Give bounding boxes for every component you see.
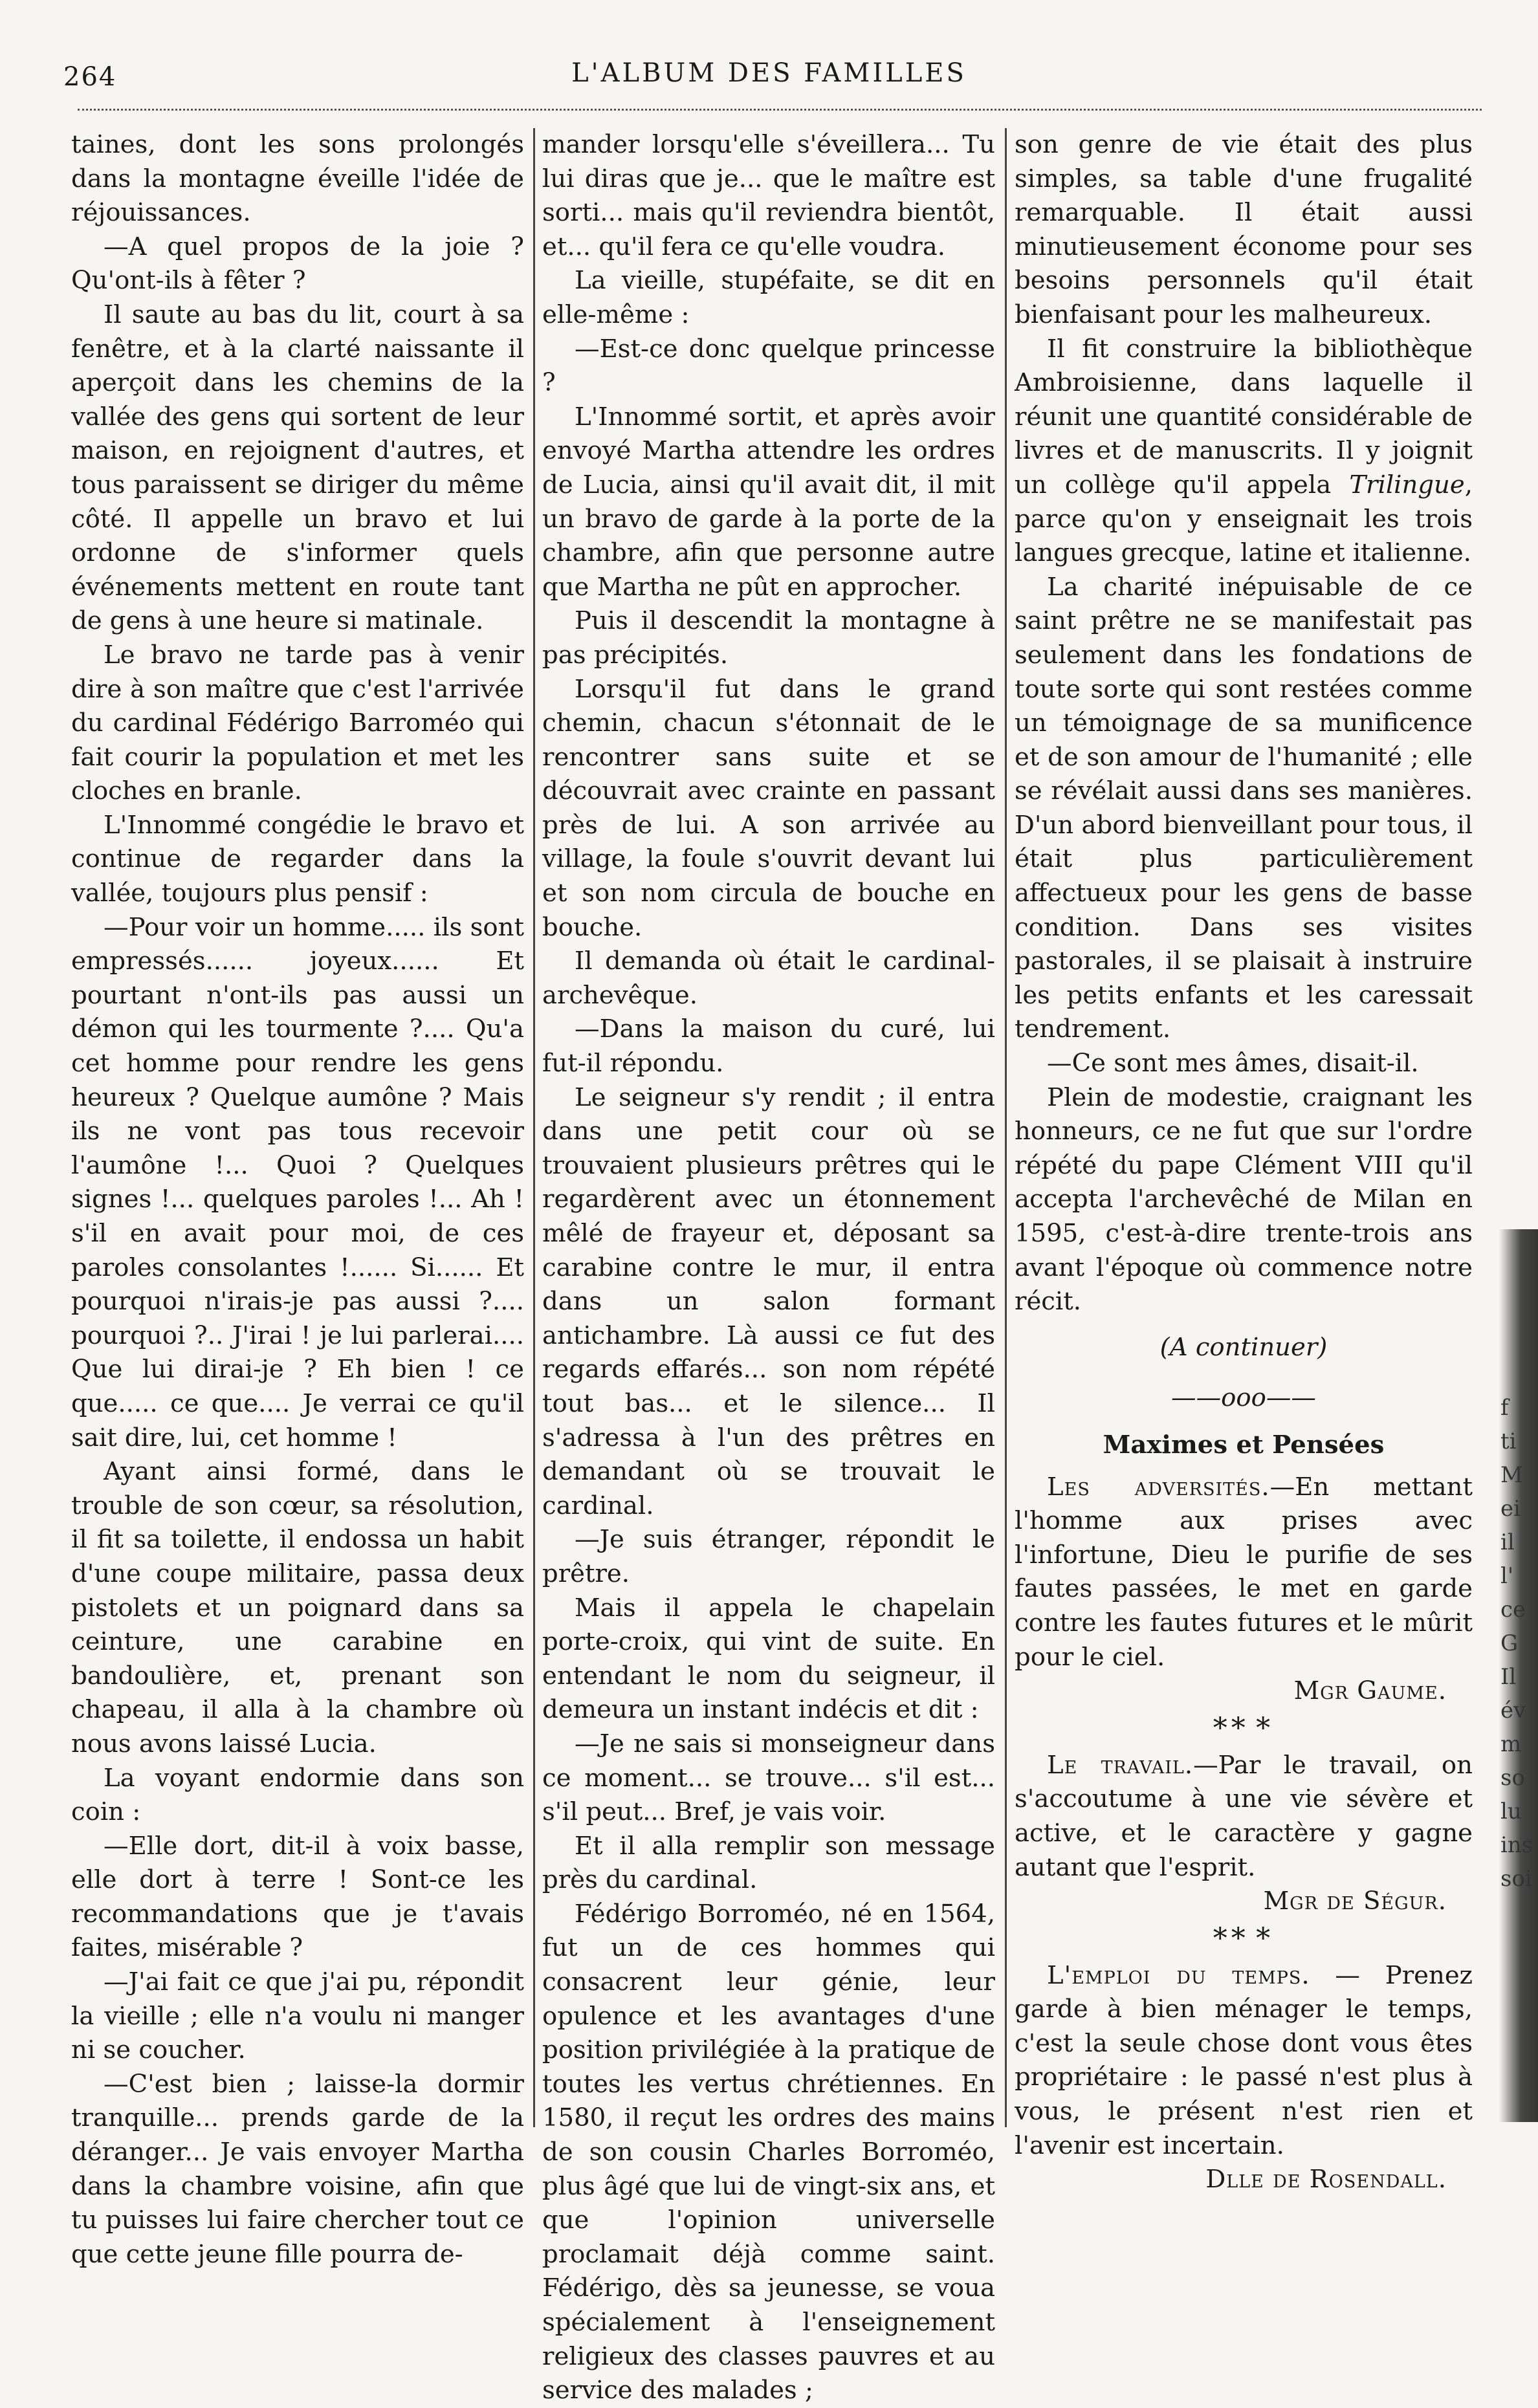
text-run: Il fit construire la bibliothèque Ambroisienne, dans laquelle il réunit une quantité considérable de livres et de manuscrits. Il y joignit un collège qu'il appela xyxy=(1015,334,1473,499)
paragraph: Mais il appela le chapelain porte-croix, qui vint de suite. En entendant le nom du seigneur, il demeura un instant indécis et dit : xyxy=(542,1593,995,1725)
paragraph: —A quel propos de la joie ? Qu'ont-ils à fêter ? xyxy=(71,232,524,296)
asterism: ** * xyxy=(1213,1711,1275,1745)
paragraph: —J'ai fait ce que j'ai pu, répondit la vieille ; elle n'a voulu ni manger ni se coucher. xyxy=(71,1967,524,2065)
asterism: ** * xyxy=(1213,1921,1275,1955)
paragraph: La vieille, stupéfaite, se dit en elle-même : xyxy=(542,266,995,329)
paragraph: La voyant endormie dans son coin : xyxy=(71,1763,524,1827)
paragraph: —Est-ce donc quelque princesse ? xyxy=(542,334,995,398)
text-column-1 xyxy=(71,128,524,2269)
paragraph: Ayant ainsi formé, dans le trouble de son cœur, sa résolution, il fit sa toilette, il endossa un habit d'une coupe militaire, passa deux pistolets et un poignard dans sa ceinture, une carabine en bandoulière, et, prenant son chapeau, il alla à la chambre où nous avons laissé Lucia. xyxy=(71,1457,524,1758)
paragraph xyxy=(1015,333,1473,571)
header-rule xyxy=(78,109,1482,111)
paragraph: Il demanda où était le cardinal-archevêque. xyxy=(542,947,995,1010)
text-column-3 xyxy=(1015,128,1473,2195)
page-title: L'ALBUM DES FAMILLES xyxy=(571,58,967,88)
paragraph: —Elle dort, dit-il à voix basse, elle dort à terre ! Sont-ce les recommandations que je t'avais faites, misérable ? xyxy=(71,1831,524,1963)
paragraph: Puis il descendit la montagne à pas précipités. xyxy=(542,606,995,670)
maxim-author: Mgr Gaume. xyxy=(1293,1676,1447,1706)
paragraph: L'Innommé sortit, et après avoir envoyé Martha attendre les ordres de Lucia, ainsi qu'il avait dit, il mit un bravo de garde à la porte de la chambre, afin que personne autre que Martha ne pût en approcher. xyxy=(542,402,995,602)
paragraph: son genre de vie était des plus simples, sa table d'une frugalité remarquable. Il était aussi minutieusement économe pour ses besoins personnels qu'il était bienfaisant pour les malheureux. xyxy=(1015,130,1473,329)
paragraph: —Je ne sais si monseigneur dans ce moment... se trouve... s'il est... s'il peut... Bref, je vais voir. xyxy=(542,1729,995,1827)
maxim-author: Mgr de Ségur. xyxy=(1263,1887,1447,1916)
paragraph: Le seigneur s'y rendit ; il entra dans une petit cour où se trouvaient plusieurs prêtres qui le regardèrent avec un étonnement mêlé de frayeur et, déposant sa carabine contre le mur, il entra dans un salon formant antichambre. Là aussi ce fut des regards effarés... son nom répété tout bas... et le silence... Il s'adressa à l'un des prêtres en demandant où se trouvait le cardinal. xyxy=(542,1082,995,1520)
facing-page-text-fragment: f ti M ei il l' ce G Il év m so lu ins soi xyxy=(1500,1395,1533,1892)
maxim-author: Dlle de Rosendall. xyxy=(1205,2165,1447,2195)
paragraph: La charité inépuisable de ce saint prêtre ne se manifestait pas seulement dans les fondations de toute sorte qui sont restées comme un témoignage de sa munificence et de son amour de l'humanité ; elle se révélait aussi dans ses manières. D'un abord bienveillant pour tous, il était plus particulièrement affectueux pour les gens de basse condition. Dans ses visites pastorales, il se plaisait à instruire les petits enfants et les caressait tendrement. xyxy=(1015,572,1473,1044)
maxim-label: Le travail. xyxy=(1047,1750,1194,1780)
paragraph: taines, dont les sons prolongés dans la montagne éveille l'idée de réjouissances. xyxy=(71,130,524,228)
paragraph: Et il alla remplir son message près du cardinal. xyxy=(542,1831,995,1895)
paragraph: mander lorsqu'elle s'éveillera... Tu lui diras que je... que le maître est sorti... mais qu'il reviendra bientôt, et... qu'il fera ce qu'elle voudra. xyxy=(542,130,995,261)
section-heading: Maximes et Pensées xyxy=(1103,1430,1385,1460)
maxim-text: —En mettant l'homme aux prises avec l'infortune, Dieu le purifie de ses fautes passées, le met en garde contre les fautes futures et le mûrit pour le ciel. xyxy=(1015,1472,1473,1672)
paragraph: Lorsqu'il fut dans le grand chemin, chacun s'étonnait de le rencontrer sans suite et se découvrait avec crainte en passant près de lui. A son arrivée au village, la foule s'ouvrit devant lui et son nom circula de bouche en bouche. xyxy=(542,674,995,942)
paragraph: Plein de modestie, craignant les honneurs, ce ne fut que sur l'ordre répété du pape Clément VIII qu'il accepta l'archevêché de Milan en 1595, c'est-à-dire trente-trois ans avant l'époque où commence notre récit. xyxy=(1015,1082,1473,1317)
paragraph: Il saute au bas du lit, court à sa fenêtre, et à la clarté naissante il aperçoit dans les chemins de la vallée des gens qui sortent de leur maison, en rejoignent d'autres, et tous paraissent se diriger du même côté. Il appelle un bravo et lui ordonne de s'informer quels événements mettent en route tant de gens à une heure si matinale. xyxy=(71,300,524,636)
maxim-label: L'emploi du temps. xyxy=(1047,1960,1310,1990)
paragraph: —C'est bien ; laisse-la dormir tranquille... prends garde de la déranger... Je vais envoyer Martha dans la chambre voisine, afin que tu puisses lui faire chercher tout ce que cette jeune fille pourra de- xyxy=(71,2069,524,2269)
paragraph: Fédérigo Borroméo, né en 1564, fut un de ces hommes qui consacrent leur génie, leur opulence et les avantages d'une position privilégiée à la pratique de toutes les vertus chrétiennes. En 1580, il reçut les ordres des mains de son cousin Charles Borroméo, plus âgé que lui de vingt-six ans, et que l'opinion universelle proclamait déjà comme saint. Fédérigo, dès sa jeunesse, se voua spécialement à l'enseignement religieux des classes pauvres et au service des malades ; xyxy=(542,1899,995,2405)
text-column-2 xyxy=(542,128,995,2405)
maxim-2 xyxy=(1015,1749,1473,1885)
maxim-1 xyxy=(1015,1471,1473,1675)
paragraph: —Pour voir un homme..... ils sont empressés...... joyeux...... Et pourtant n'ont-ils pas aussi un démon qui les tourmente ?.... Qu'a cet homme pour rendre les gens heureux ? Quelque aumône ? Mais ils ne vont pas tous recevoir l'aumône !... Quoi ? Quelques signes !... quelques paroles !... Ah ! s'il en avait pour moi, de ces paroles consolantes !...... Si...... Et pourquoi n'irais-je pas aussi ?.... pourquoi ?.. J'irai ! je lui parlerai.... Que lui dirai-je ? Eh bien ! ce que..... ce que.... Je verrai ce qu'il sait dire, lui, cet homme ! xyxy=(71,912,524,1452)
column-rule-2 xyxy=(1005,128,1007,2127)
paragraph: —Je suis étranger, répondit le prêtre. xyxy=(542,1525,995,1588)
maxim-3 xyxy=(1015,1959,1473,2163)
maxim-label: Les adversités. xyxy=(1047,1472,1270,1502)
to-be-continued: (A continuer) xyxy=(1159,1332,1328,1362)
paragraph: L'Innommé congédie le bravo et continue de regarder dans la vallée, toujours plus pensif : xyxy=(71,810,524,908)
column-rule-1 xyxy=(533,128,535,2127)
maxim-text: —Par le travail, on s'accoutume à une vie sévère et active, et le caractère y gagne autant que l'esprit. xyxy=(1015,1750,1473,1882)
text-run: , parce qu'on y enseignait les trois langues grecque, latine et italienne. xyxy=(1015,470,1473,568)
italic-term: Trilingue xyxy=(1349,470,1465,499)
page-number: 264 xyxy=(63,62,117,92)
maxim-text: — Prenez garde à bien ménager le temps, c'est la seule chose dont vous êtes propriétaire : le passé n'est plus à vous, le présent n'est rien et l'avenir est incertain. xyxy=(1015,1960,1473,2160)
paragraph: —Dans la maison du curé, lui fut-il répondu. xyxy=(542,1014,995,1078)
paragraph: —Ce sont mes âmes, disait-il. xyxy=(1047,1049,1419,1078)
paragraph: Le bravo ne tarde pas à venir dire à son maître que c'est l'arrivée du cardinal Fédérigo Barroméo qui fait courir la population et met les cloches en branle. xyxy=(71,640,524,806)
section-separator: ——ooo—— xyxy=(1171,1383,1316,1413)
